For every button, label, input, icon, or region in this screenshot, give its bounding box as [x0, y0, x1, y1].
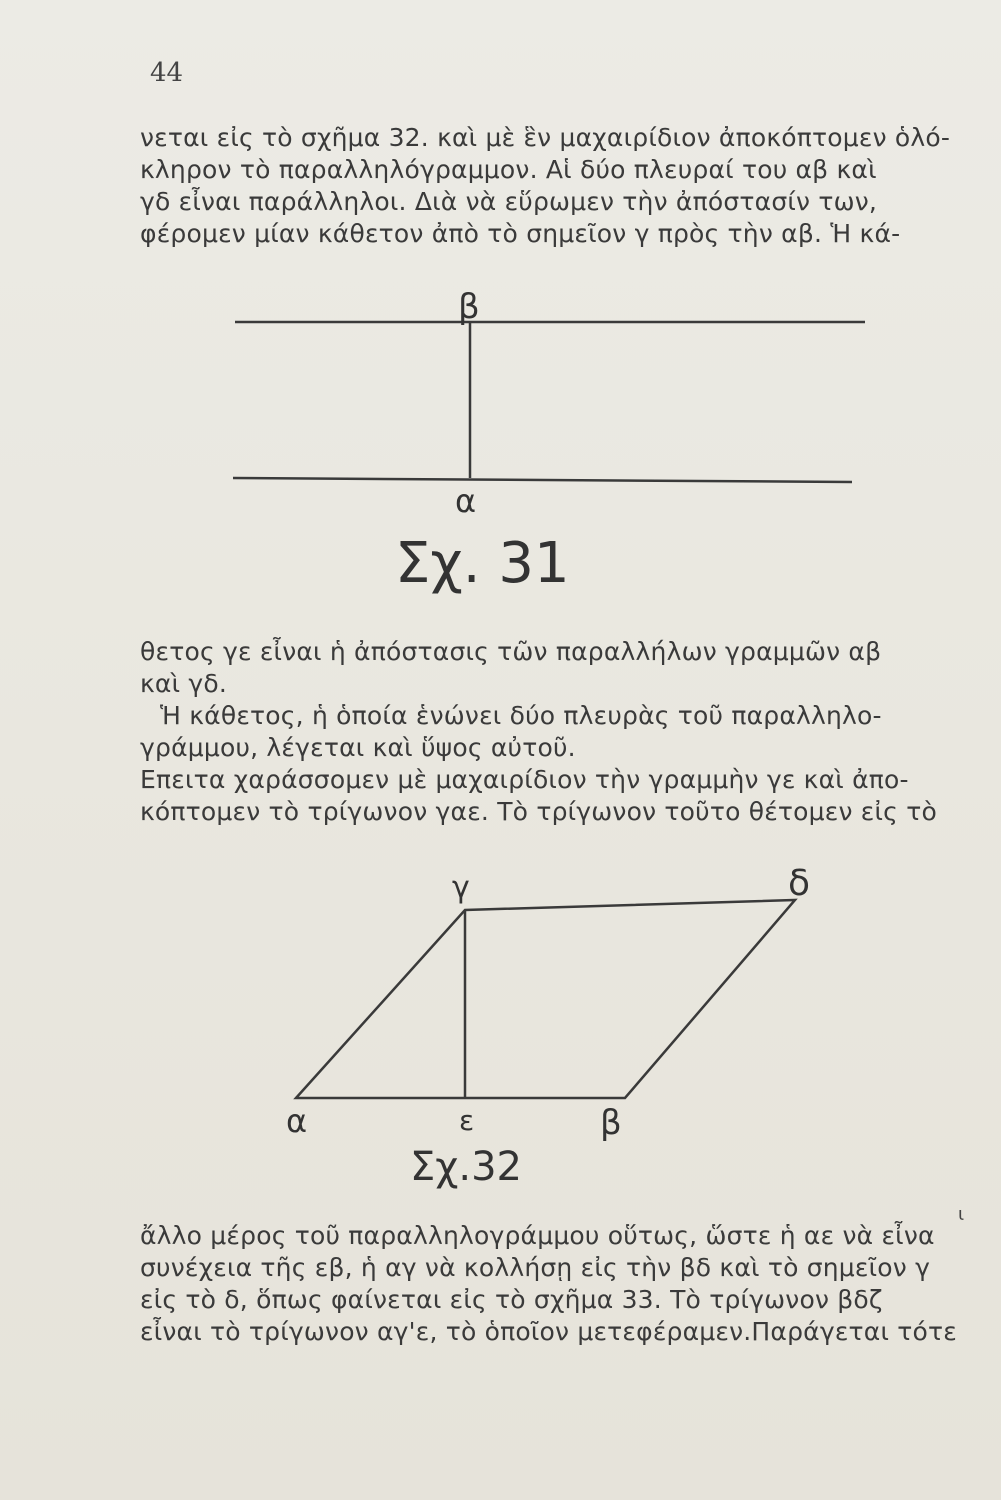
figure-32-label-a: α	[286, 1102, 308, 1140]
text-line: νεται εἰς τὸ σχῆμα 32. καὶ μὲ ἓν μαχαιρίδιον ἀποκόπτομεν ὁλό-	[140, 123, 951, 152]
figure-31-label-bottom: α	[455, 482, 477, 520]
figure-32-label-d: δ	[788, 863, 811, 904]
figure-31-label-top: β	[458, 287, 480, 327]
text-line: γδ εἶναι παράλληλοι. Διὰ νὰ εὕρωμεν τὴν ἀπόστασίν των,	[140, 187, 878, 216]
text-line: καὶ γδ.	[140, 669, 228, 698]
figure-32-label-b: β	[600, 1103, 622, 1143]
page-number: 44	[150, 58, 184, 88]
figure-32-caption: Σχ.32	[410, 1144, 522, 1190]
text-line: φέρομεν μίαν κάθετον ἀπὸ τὸ σημεῖον γ πρὸς τὴν αβ. Ἡ κά-	[140, 219, 901, 248]
parallelogram	[296, 900, 795, 1098]
text-line: ἄλλο μέρος τοῦ παραλληλογράμμου οὕτως, ὥστε ἡ αε νὰ εἶνα	[140, 1221, 935, 1250]
text-line: κληρον τὸ παραλληλόγραμμον. Αἱ δύο πλευραί του αβ καὶ	[140, 155, 877, 184]
figure-32-label-e: ε	[459, 1104, 475, 1137]
figure-31-caption: Σχ. 31	[395, 531, 570, 596]
text-line: θετος γε εἶναι ἡ ἀπόστασις τῶν παραλλήλων γραμμῶν αβ	[140, 637, 882, 666]
margin-mark: ι	[958, 1204, 965, 1225]
text-line: εἰς τὸ δ, ὅπως φαίνεται εἰς τὸ σχῆμα 33. Τὸ τρίγωνον βδζ	[140, 1285, 883, 1314]
text-line: γράμμου, λέγεται καὶ ὕψος αὐτοῦ.	[140, 733, 576, 762]
text-line: εἶναι τὸ τρίγωνον αγ'ε, τὸ ὁποῖον μετεφέραμεν.Παράγεται τότε	[140, 1317, 958, 1346]
figure-32-label-g: γ	[452, 870, 470, 905]
text-line: συνέχεια τῆς εβ, ἡ αγ νὰ κολλήσῃ εἰς τὴν βδ καὶ τὸ σημεῖον γ	[140, 1253, 931, 1282]
text-line: κόπτομεν τὸ τρίγωνον γαε. Τὸ τρίγωνον τοῦτο θέτομεν εἰς τὸ	[140, 797, 937, 826]
paragraph-3	[140, 1220, 970, 1348]
text-line: Επειτα χαράσσομεν μὲ μαχαιρίδιον τὴν γραμμὴν γε καὶ ἀπο-	[140, 765, 909, 794]
text-line: Ἡ κάθετος, ἡ ὁποία ἑνώνει δύο πλευρὰς τοῦ παραλληλο-	[160, 701, 882, 730]
